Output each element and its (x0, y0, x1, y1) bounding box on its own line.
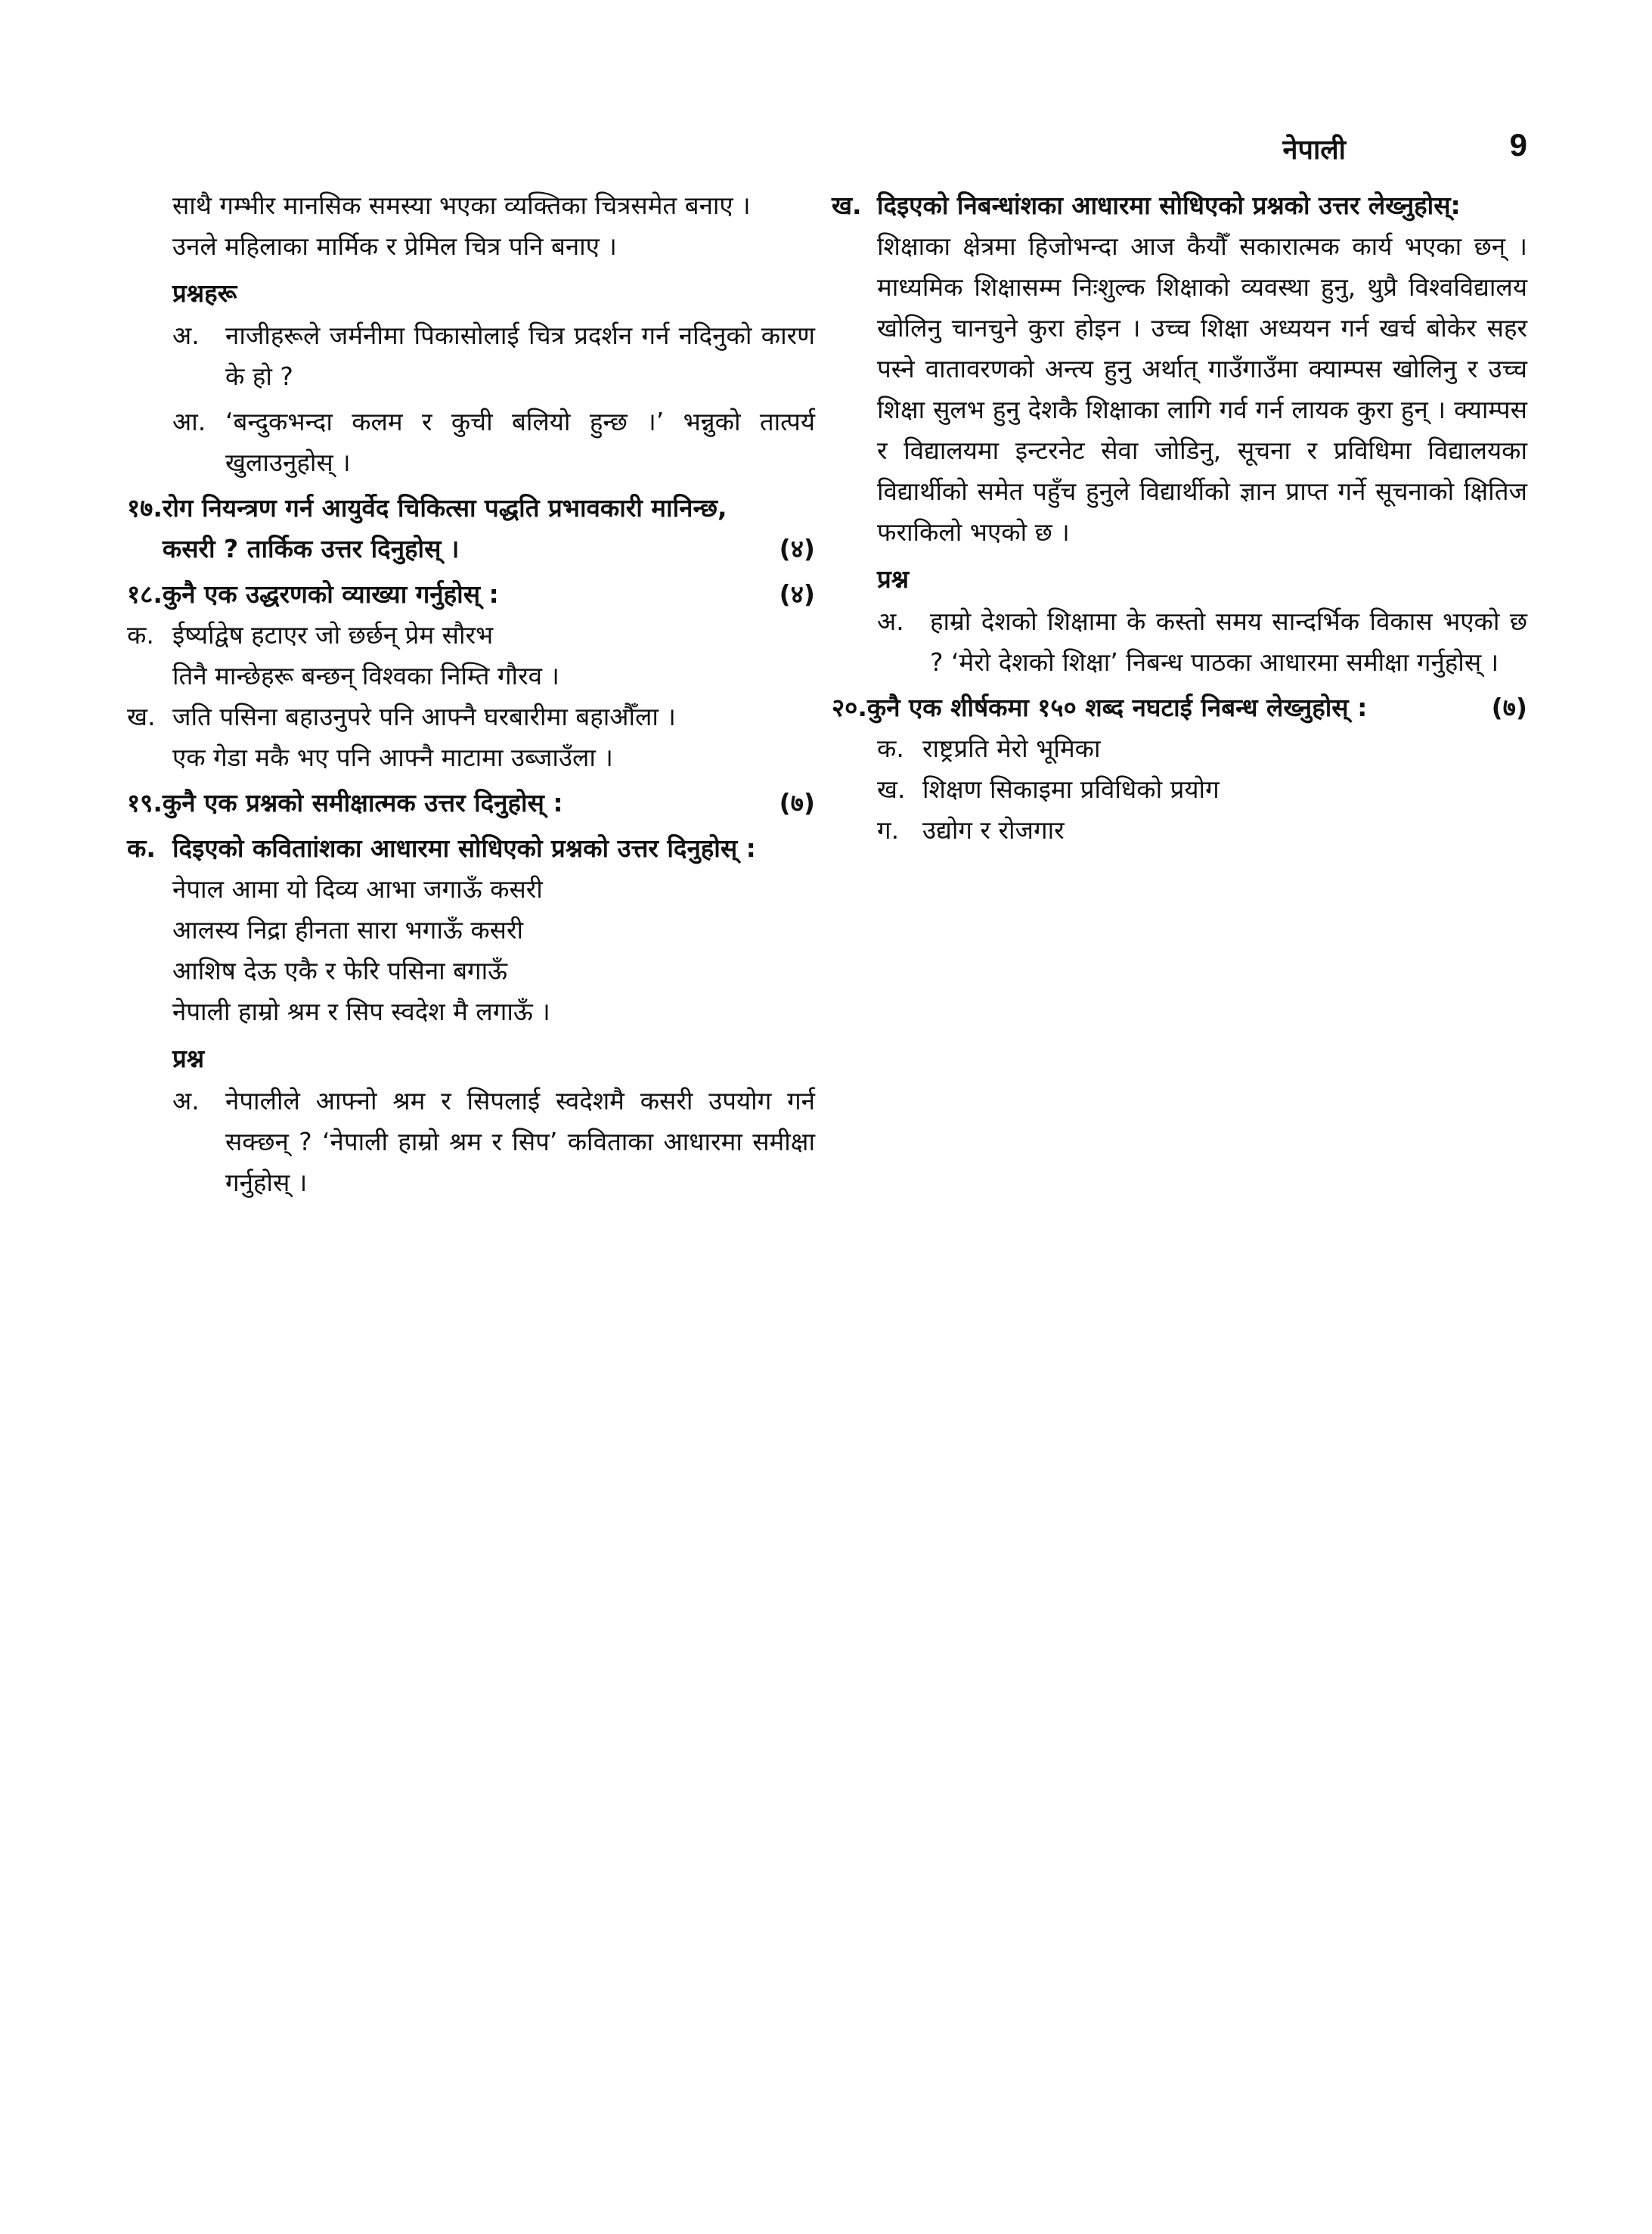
quote-kha (127, 697, 815, 737)
question-aa (127, 402, 815, 483)
quote-ka (127, 615, 815, 656)
topic-number: ग. (877, 815, 900, 845)
topic-number: ख. (877, 774, 906, 804)
question-number: १९. (127, 788, 163, 818)
left-column (127, 185, 815, 1203)
poem-question (127, 1081, 815, 1203)
question-text: कुनै एक शीर्षकमा १५० शब्द नघटाई निबन्ध लेख्नुहोस् : (866, 693, 1368, 722)
quote-line: तिनै मान्छेहरू बन्छन् विश्वका निम्ति गौरव । (172, 661, 559, 690)
question-number: अ. (877, 607, 904, 636)
question-number: २०. (832, 693, 867, 722)
questions-label: प्रश्नहरू (172, 278, 237, 308)
topic-number: क. (877, 734, 904, 763)
poem-line: नेपाली हाम्रो श्रम र सिप स्वदेश मै लगाऊँ । (172, 997, 550, 1026)
question-number: आ. (172, 407, 206, 436)
topic-item (832, 728, 1527, 769)
intro-line: उनले महिलाका मार्मिक र प्रेमिल चित्र पनि बनाए । (172, 231, 617, 261)
question-number: अ. (172, 1086, 200, 1115)
poem-line: आशिष देऊ एकै र फेरि पसिना बगाऊँ (172, 956, 508, 985)
poem-question-label: प्रश्न (172, 1044, 205, 1073)
question-number: अ. (172, 321, 200, 350)
question-number: १७. (127, 493, 163, 523)
question-19 (127, 783, 815, 824)
question-marks: (४) (779, 534, 815, 563)
question-text: नेपालीले आफ्नो श्रम र सिपलाई स्वदेशमै कसरी उपयोग गर्न सक्छन् ? ‘नेपाली हाम्रो श्रम र सिप’ कविताका आधारमा समीक्षा गर्नुहोस् । (225, 1086, 815, 1197)
quote-number: क. (127, 620, 154, 650)
topic-text: राष्ट्रप्रति मेरो भूमिका (922, 734, 1101, 763)
question-marks: (७) (779, 788, 815, 818)
question-marks: (७) (1491, 693, 1527, 722)
intro-line: साथै गम्भीर मानसिक समस्या भएका व्यक्तिका चित्रसमेत बनाए । (172, 191, 751, 220)
question-text: कुनै एक उद्धरणको व्याख्या गर्नुहोस् : (162, 579, 499, 609)
poem-line: आलस्य निद्रा हीनता सारा भगाऊँ कसरी (172, 915, 524, 945)
question-19-ka (127, 828, 815, 869)
topic-text: उद्योग र रोजगार (922, 815, 1065, 845)
question-text: कुनै एक प्रश्नको समीक्षात्मक उत्तर दिनुहोस् : (162, 788, 563, 818)
passage-question (832, 601, 1527, 683)
question-kha (832, 185, 1527, 226)
question-text: हाम्रो देशको शिक्षामा के कस्तो समय सान्दर्भिक विकास भएको छ ? ‘मेरो देशको शिक्षा’ निबन्ध पाठका आधारमा समीक्षा गर्नुहोस् । (930, 607, 1527, 677)
quote-line: एक गेडा मकै भए पनि आफ्नै माटामा उब्जाउँला । (172, 743, 613, 772)
passage-text: शिक्षाका क्षेत्रमा हिजोभन्दा आज कैयौँ सकारात्मक कार्य भएका छन् । माध्यमिक शिक्षासम्म निःशुल्क शिक्षाको व्यवस्था हुनु, थुप्रै विश्वविद्यालय खोलिनु चानचुने कुरा होइन । उच्च शिक्षा अध्ययन गर्न खर्च बोकेर सहर पस्ने वातावरणको अन्त्य हुनु अर्थात् गाउँगाउँमा क्याम्पस खोलिनु र उच्च शिक्षा सुलभ हुनु देशकै शिक्षाका लागि गर्व गर्न लायक कुरा हुन् । क्याम्पस र विद्यालयमा इन्टरनेट सेवा जोडिनु, सूचना र प्रविधिमा विद्यालयका विद्यार्थीको समेत पहुँच हुनुले विद्यार्थीको ज्ञान प्राप्त गर्ने सूचनाको क्षितिज फराकिलो भएको छ । (877, 231, 1527, 547)
right-column (832, 185, 1527, 851)
question-number: ख. (832, 191, 862, 220)
question-a (127, 315, 815, 397)
question-20 (832, 687, 1527, 728)
quote-line: जति पसिना बहाउनुपरे पनि आफ्नै घरबारीमा बहाऔँला । (172, 702, 676, 731)
subject-title: नेपाली (1282, 135, 1346, 166)
question-18 (127, 574, 815, 615)
quote-line: ईर्ष्याद्वेष हटाएर जो छर्छन् प्रेम सौरभ (172, 620, 494, 650)
quote-number: ख. (127, 702, 156, 731)
page-header (847, 127, 1527, 175)
question-label: प्रश्न (877, 564, 910, 594)
question-text: ‘बन्दुकभन्दा कलम र कुची बलियो हुन्छ ।’ भन्नुको तात्पर्य खुलाउनुहोस् । (225, 407, 815, 477)
question-text: रोग नियन्त्रण गर्न आयुर्वेद चिकित्सा पद्धति प्रभावकारी मानिन्छ, कसरी ? तार्किक उत्तर दिनुहोस् । (162, 493, 727, 563)
question-17 (127, 488, 815, 569)
question-number: १८. (127, 579, 163, 609)
topic-text: शिक्षण सिकाइमा प्रविधिको प्रयोग (922, 774, 1220, 804)
question-marks: (४) (779, 579, 815, 609)
question-text: दिइएको कविताांशका आधारमा सोधिएको प्रश्नको उत्तर दिनुहोस् : (172, 833, 756, 863)
page-number: 9 (1509, 127, 1527, 163)
poem-line: नेपाल आमा यो दिव्य आभा जगाऊँ कसरी (172, 874, 543, 904)
topic-item (832, 769, 1527, 810)
topic-item (832, 810, 1527, 851)
question-text: दिइएको निबन्धांशका आधारमा सोधिएको प्रश्नको उत्तर लेख्नुहोस्: (877, 191, 1461, 220)
question-number: क. (127, 833, 156, 863)
question-text: नाजीहरूले जर्मनीमा पिकासोलाई चित्र प्रदर्शन गर्न नदिनुको कारण के हो ? (225, 321, 815, 391)
